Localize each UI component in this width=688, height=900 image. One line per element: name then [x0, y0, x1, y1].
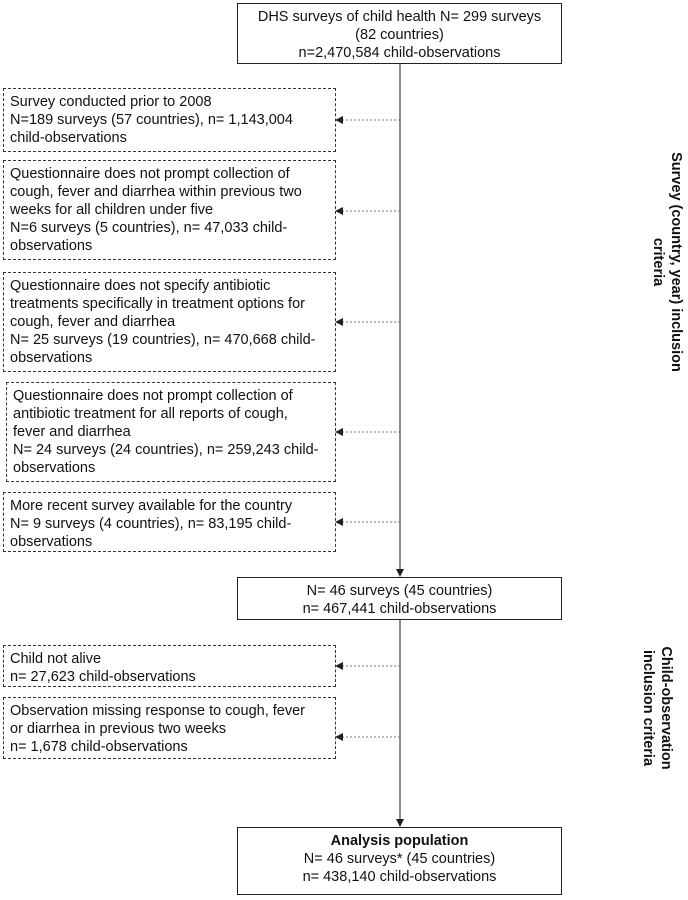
exclusion-line: N=189 surveys (57 countries), n= 1,143,004: [10, 112, 293, 128]
top-box-line: DHS surveys of child health N= 299 surveys: [257, 9, 542, 25]
exclusion-line: weeks for all children under five: [10, 202, 214, 218]
exclusion-line: cough, fever and diarrhea within previous two: [10, 184, 302, 200]
exclusion-line: Survey conducted prior to 2008: [10, 94, 212, 110]
exclusion-line: N= 24 surveys (24 countries), n= 259,243 child-: [13, 442, 319, 458]
top-box-line: (82 countries): [355, 27, 444, 43]
side-label-line: Child-observation: [658, 646, 674, 770]
side-label-line: inclusion criteria: [640, 649, 656, 767]
side-label-line: criteria: [650, 237, 666, 287]
exclusion-line: Questionnaire does not prompt collection of: [13, 388, 293, 404]
exclusion-line: observations: [10, 238, 93, 254]
side-label-child-criteria: [639, 646, 675, 769]
exclusion-box-no-antibiotic-prompt: [6, 382, 336, 482]
exclusion-box-no-prompt-symptoms: [3, 160, 336, 260]
exclusion-line: Child not alive: [10, 651, 102, 667]
exclusion-line: More recent survey available for the country: [10, 498, 293, 514]
exclusion-line: observations: [13, 460, 96, 476]
exclusion-box-missing-response: [3, 697, 336, 759]
exclusion-line: Observation missing response to cough, fever: [10, 703, 305, 719]
exclusion-line: N= 9 surveys (4 countries), n= 83,195 child-: [10, 516, 292, 532]
top-box: [237, 3, 562, 64]
exclusion-line: child-observations: [10, 130, 127, 146]
middle-box-line: N= 46 surveys (45 countries): [306, 583, 493, 599]
exclusion-line: fever and diarrhea: [13, 424, 131, 440]
final-box: [237, 827, 562, 895]
exclusion-line: treatments specifically in treatment options for: [10, 296, 305, 312]
exclusion-line: antibiotic treatment for all reports of cough,: [13, 406, 288, 422]
exclusion-line: n= 27,623 child-observations: [10, 669, 196, 685]
exclusion-box-no-antibiotic-option: [3, 272, 336, 372]
side-label-line: Survey (country, year) inclusion: [668, 152, 684, 372]
middle-box: [237, 577, 562, 620]
exclusion-box-more-recent: [3, 492, 336, 552]
side-label-survey-criteria: [649, 152, 685, 372]
final-box-title: Analysis population: [330, 833, 469, 849]
exclusion-line: observations: [10, 350, 93, 366]
exclusion-line: Questionnaire does not specify antibiotic: [10, 278, 271, 294]
exclusion-line: N=6 surveys (5 countries), n= 47,033 child-: [10, 220, 288, 236]
exclusion-line: n= 1,678 child-observations: [10, 739, 188, 755]
exclusion-line: N= 25 surveys (19 countries), n= 470,668 child-: [10, 332, 316, 348]
exclusion-box-child-not-alive: [3, 645, 336, 687]
exclusion-line: observations: [10, 534, 93, 550]
top-box-line: n=2,470,584 child-observations: [298, 45, 501, 61]
final-box-line: n= 438,140 child-observations: [302, 869, 497, 885]
final-box-line: N= 46 surveys* (45 countries): [303, 851, 496, 867]
exclusion-line: or diarrhea in previous two weeks: [10, 721, 226, 737]
exclusion-box-prior-2008: [3, 88, 336, 152]
exclusion-line: Questionnaire does not prompt collection of: [10, 166, 290, 182]
middle-box-line: n= 467,441 child-observations: [302, 601, 497, 617]
exclusion-line: cough, fever and diarrhea: [10, 314, 176, 330]
